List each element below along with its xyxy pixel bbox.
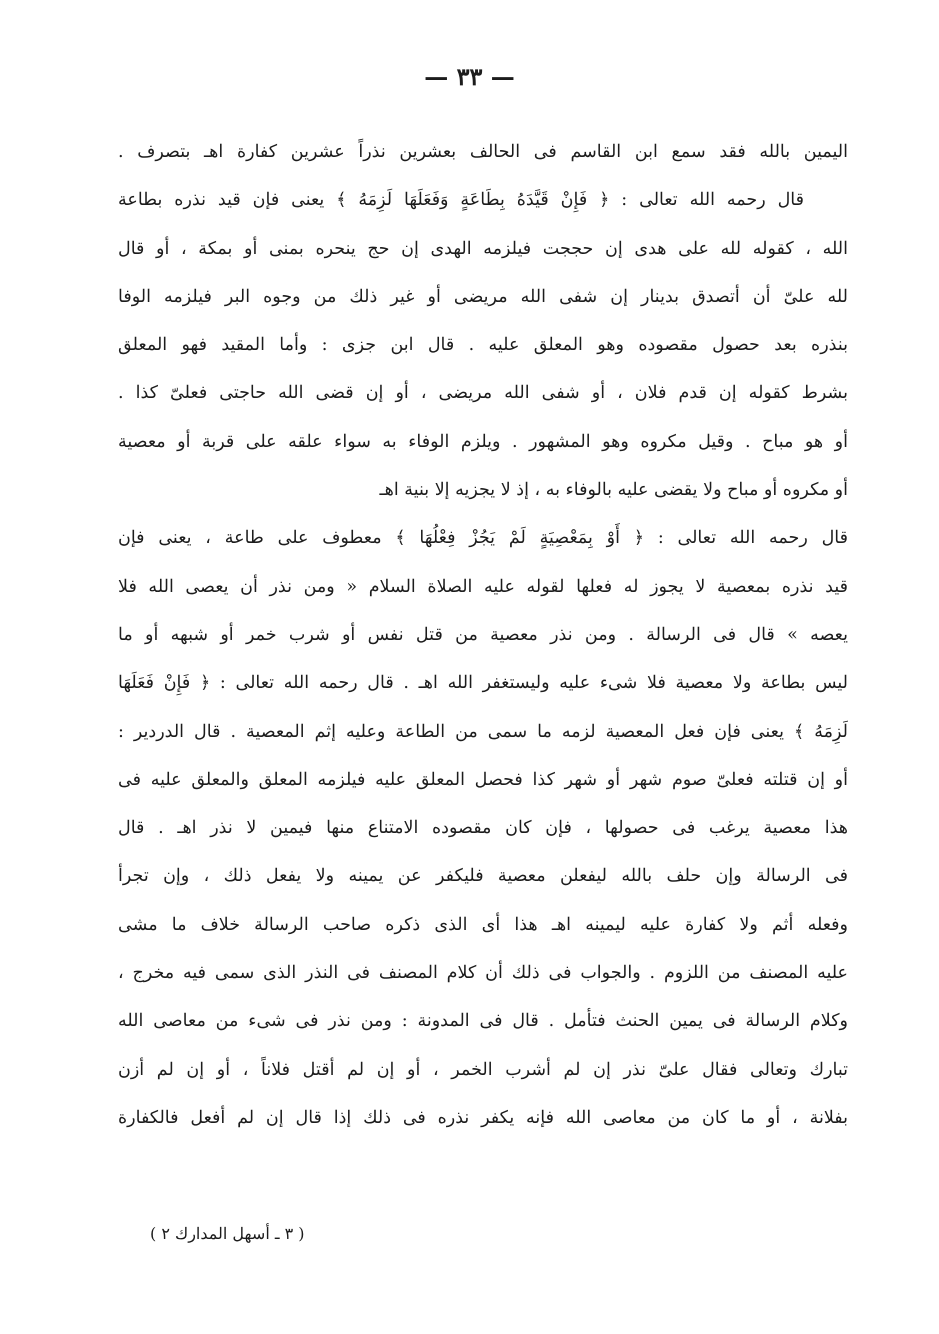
text-line: قيد نذره بمعصية لا يجوز له فعلها لقوله عليه الصلاة السلام « ومن نذر أن يعصى الله فلا	[118, 576, 848, 597]
text-line: ليس بطاعة ولا معصية فلا شىء عليه وليستغفر الله اهـ . قال رحمه الله تعالى : ﴿ فَإِنْ فَعَلَهَا	[118, 673, 848, 694]
text-line: فى الرسالة وإن حلف بالله ليفعلن معصية فليكفر عن يمينه ولا يفعل ذلك ، وإن تجرأ	[118, 866, 848, 887]
text-line: أو إن قتلته فعلىّ صوم شهر أو شهر كذا فحصل المعلق عليه فيلزمه المعلق والمعلق عليه فى	[118, 769, 848, 790]
text-line: هذا معصية يرغب فى حصولها ، فإن كان مقصوده الامتناع منها فيمين لا نذر اهـ . قال	[118, 818, 848, 839]
text-line: عليه المصنف من اللزوم . والجواب فى ذلك أن كلام المصنف فى النذر الذى سمى فيه مخرج ،	[118, 963, 848, 984]
text-line: بفلانة ، أو ما كان من معاصى الله فإنه يكفر نذره فى ذلك إذا قال إن لم أفعل فالكفارة	[118, 1107, 848, 1128]
text-line: أو مكروه أو مباح ولا يقضى عليه بالوفاء به ، إذ لا يجزيه إلا بنية اهـ	[379, 480, 848, 501]
text-line: وكلام الرسالة فى يمين الحنث فتأمل . قال فى المدونة : ومن نذر فى شىء من معاصى الله	[118, 1011, 848, 1032]
text-line: بشرط كقوله إن قدم فلان ، أو شفى الله مريضى ، أو إن قضى الله حاجتى فعلىّ كذا .	[118, 383, 848, 404]
text-line: تبارك وتعالى فقال علىّ نذر إن لم أشرب الخمر ، أو إن لم أقتل فلاناً ، أو إن لم أزن	[118, 1059, 848, 1080]
text-line: أو هو مباح . وقيل مكروه وهو المشهور . ويلزم الوفاء به سواء علقه على قربة أو معصية	[118, 431, 848, 452]
text-line: اليمين بالله فقد سمع ابن القاسم فى الحالف بعشرين نذراً عشرين كفارة اهـ بتصرف .	[118, 142, 848, 162]
text-line: الله ، كقوله لله على هدى إن حججت فيلزمه الهدى إن حج ينحره بمنى أو بمكة ، أو قال	[118, 238, 848, 259]
text-line: يعصه » قال فى الرسالة . ومن نذر معصية من قتل نفس أو شرب خمر أو شبهه أو ما	[118, 624, 848, 645]
text-line: لَزِمَهُ ﴾ يعنى فإن فعل المعصية لزمه ما سمى من الطاعة وعليه إثم المعصية . قال الدردير :	[118, 721, 848, 742]
text-line: بنذره بعد حصول مقصوده وهو المعلق عليه . قال ابن جزى : وأما المقيد فهو المعلق	[118, 335, 848, 356]
footer-signature: ( ٣ ـ أسهل المدارك ٢ )	[150, 1224, 305, 1243]
body-text	[118, 128, 848, 1142]
text-line: قال رحمه الله تعالى : ﴿ أَوْ بِمَعْصِيَةٍ لَمْ يَجُزْ فِعْلُهَا ﴾ معطوف على طاعة ، يعنى فإن	[118, 528, 848, 549]
page-number: — ٣٣ —	[424, 62, 515, 91]
text-line: قال رحمه الله تعالى : ﴿ فَإِنْ قَيَّدَهُ بِطَاعَةٍ وَفَعَلَهَا لَزِمَهُ ﴾ يعنى فإن قيد نذره بطاعة	[118, 190, 804, 211]
text-line: وفعله أثم ولا كفارة عليه ليمينه اهـ هذا أى الذى ذكره صاحب الرسالة خلاف ما مشى	[118, 914, 848, 935]
text-line: لله علىّ أن أتصدق بدينار إن شفى الله مريضى أو غير ذلك من وجوه البر فيلزمه الوفا	[118, 286, 848, 307]
